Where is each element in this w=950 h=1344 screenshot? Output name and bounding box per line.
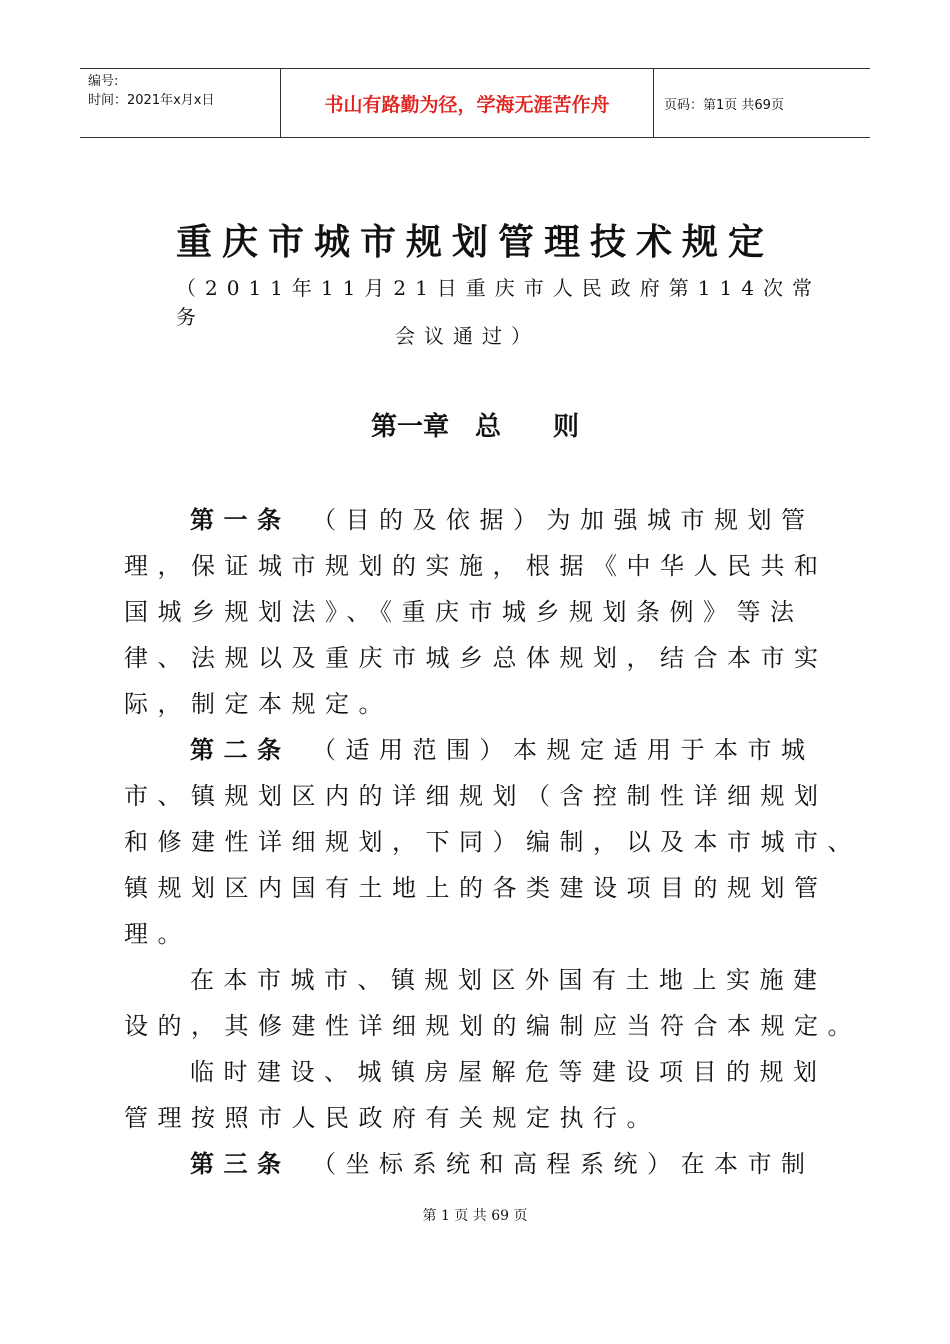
article-2-line-1: 第二条 （适用范围）本规定适用于本市城 <box>190 736 815 764</box>
article-1-line-4: 律、法规以及重庆市城乡总体规划，结合本市实 <box>124 644 828 672</box>
header-page-cell <box>654 69 870 137</box>
article-2-line-2: 市、镇规划区内的详细规划（含控制性详细规划 <box>124 782 828 810</box>
article-2-line-5: 理。 <box>124 920 191 948</box>
article-2-label: 第二条 <box>190 736 291 764</box>
footer-page-number: 第 1 页 共 69 页 <box>422 1208 528 1224</box>
paragraph-3-line-2: 设的，其修建性详细规划的编制应当符合本规定。 <box>124 1012 861 1040</box>
header-meta-cell <box>80 69 281 137</box>
article-1-line-5: 际，制定本规定。 <box>124 690 392 718</box>
header-page-info: 页码：第1页 共69页 <box>664 98 784 113</box>
paragraph-3-line-1: 在本市城市、镇规划区外国有土地上实施建 <box>190 966 827 994</box>
article-2-line-3: 和修建性详细规划，下同）编制，以及本市城市、 <box>124 828 861 856</box>
document-subtitle-line-1: （2011年11月21日重庆市人民政府第114次常务 <box>176 276 821 329</box>
document-time-label: 时间：2021年x月x日 <box>88 93 215 108</box>
article-3-label: 第三条 <box>190 1150 291 1178</box>
document-number-label: 编号: <box>88 74 119 89</box>
chapter-heading: 第一章 总 则 <box>370 412 579 442</box>
header-motto: 书山有路勤为径，学海无涯苦作舟 <box>281 69 654 137</box>
document-title: 重庆市城市规划管理技术规定 <box>175 222 774 263</box>
article-1-line-2: 理，保证城市规划的实施，根据《中华人民共和 <box>124 552 828 580</box>
article-3-line-1: 第三条 （坐标系统和高程系统）在本市制 <box>190 1150 815 1178</box>
document-subtitle-line-2: 会议通过） <box>395 324 540 348</box>
article-1-label: 第一条 <box>190 506 291 534</box>
article-2-line-4: 镇规划区内国有土地上的各类建设项目的规划管 <box>124 874 828 902</box>
header-table <box>80 68 870 138</box>
paragraph-4-line-1: 临时建设、城镇房屋解危等建设项目的规划 <box>190 1058 827 1086</box>
article-1-line-1: 第一条 （目的及依据）为加强城市规划管 <box>190 506 815 534</box>
paragraph-4-line-2: 管理按照市人民政府有关规定执行。 <box>124 1104 660 1132</box>
article-1-line-3: 国城乡规划法》、《重庆市城乡规划条例》等法 <box>124 598 804 626</box>
